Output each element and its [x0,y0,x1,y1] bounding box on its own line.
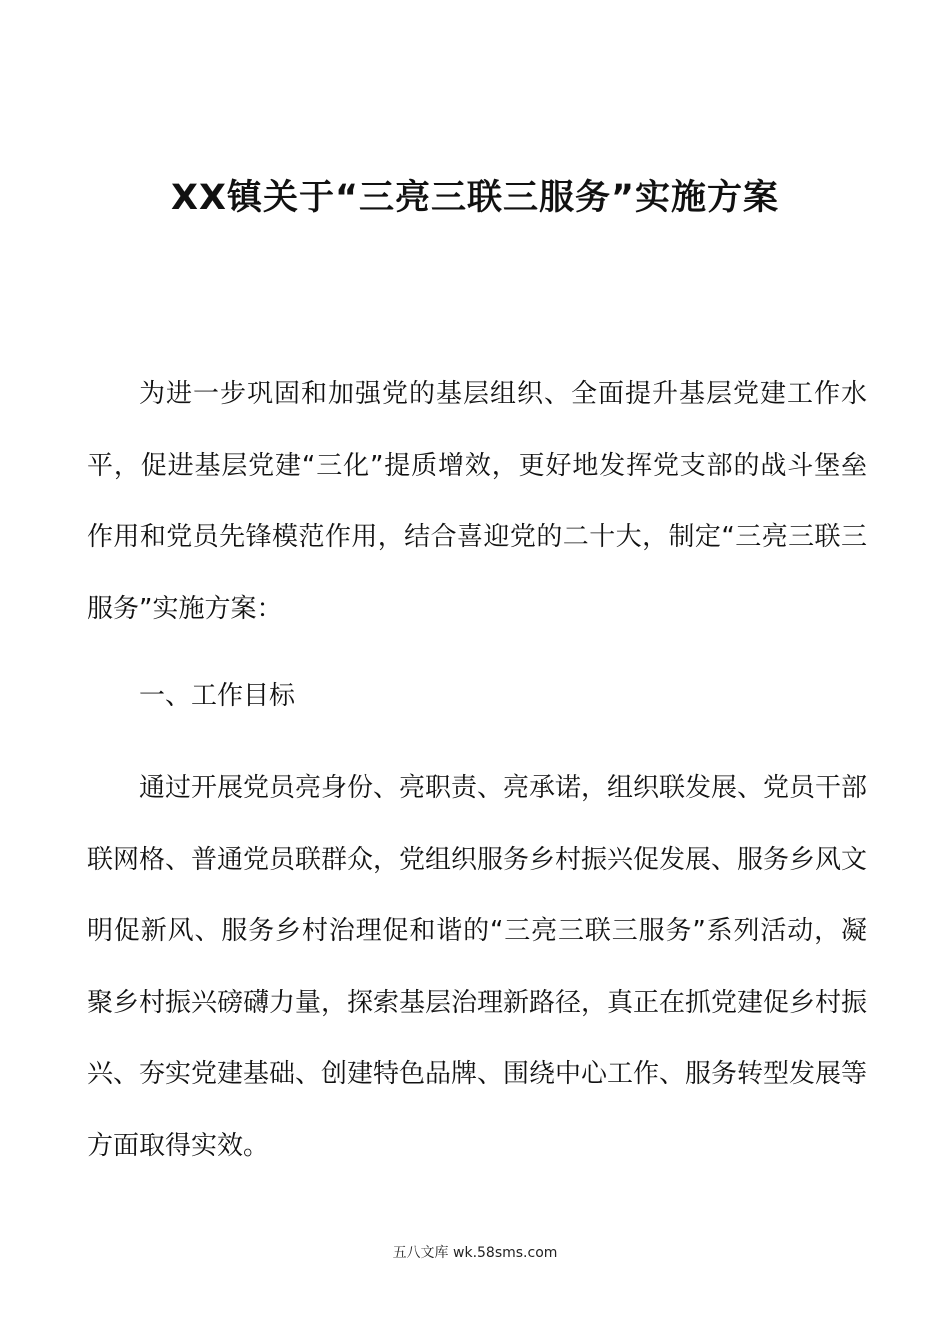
section-paragraph: 通过开展党员亮身份、亮职责、亮承诺，组织联发展、党员干部联网格、普通党员联群众，党组织服务乡村振兴促发展、服务乡风文明促新风、服务乡村治理促和谐的“三亮三联三服务”系列活动，凝聚乡村振兴磅礴力量，探索基层治理新路径，真正在抓党建促乡村振兴、夯实党建基础、创建特色品牌、围绕中心工作、服务转型发展等方面取得实效。 [87,773,868,1161]
footer-watermark: 五八文库 wk.58sms.com [392,1245,558,1261]
section-heading: 一、工作目标 [139,681,296,711]
document-title: XX镇关于“三亮三联三服务”实施方案 [171,178,779,218]
intro-paragraph: 为进一步巩固和加强党的基层组织、全面提升基层党建工作水平，促进基层党建“三化”提质增效，更好地发挥党支部的战斗堡垒作用和党员先锋模范作用，结合喜迎党的二十大，制定“三亮三联三服务”实施方案： [87,379,867,624]
